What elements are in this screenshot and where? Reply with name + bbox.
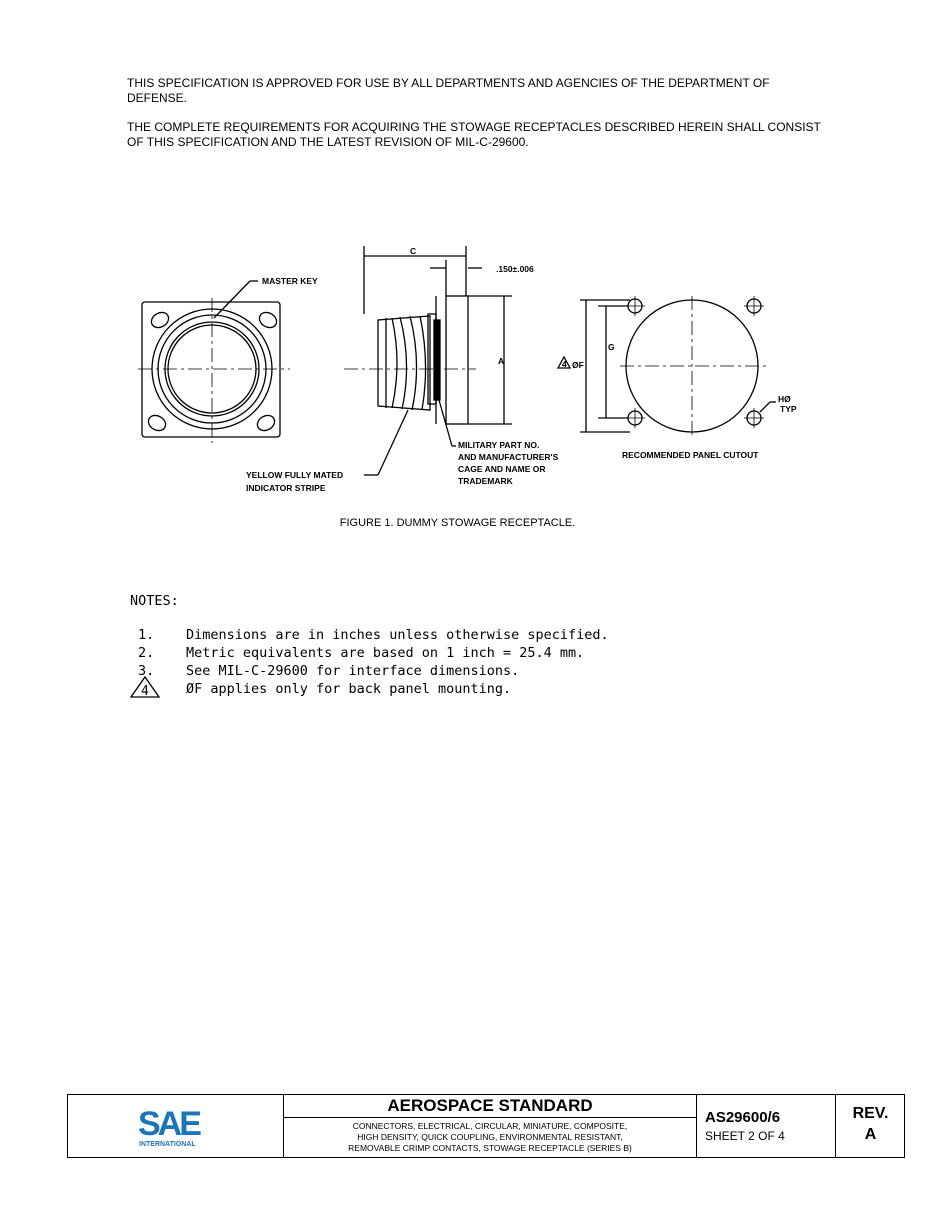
- note-number: 2.: [138, 645, 155, 661]
- note-triangle-number: 4: [141, 684, 149, 698]
- note-text: ØF applies only for back panel mounting.: [186, 681, 512, 697]
- revision-value: A: [864, 1126, 877, 1143]
- figure-drawing: [130, 238, 810, 500]
- logo-text: SAE: [138, 1105, 199, 1143]
- note-item: [130, 644, 730, 662]
- label-dim-g: G: [608, 342, 615, 352]
- label-hole: HØ: [778, 394, 791, 404]
- label-yellow-stripe-2: INDICATOR STRIPE: [246, 483, 326, 493]
- sae-logo: [138, 1105, 208, 1149]
- label-thickness: .150±.006: [496, 264, 534, 274]
- note-number: 1.: [138, 627, 155, 643]
- sheet-number: SHEET 2 OF 4: [705, 1129, 785, 1143]
- note-text: See MIL-C-29600 for interface dimensions.: [186, 663, 520, 679]
- description-line: REMOVABLE CRIMP CONTACTS, STOWAGE RECEPTACLE (SERIES B): [348, 1143, 632, 1153]
- notes-section: [130, 592, 730, 698]
- standard-description: [284, 1121, 696, 1154]
- label-yellow-stripe-1: YELLOW FULLY MATED: [246, 470, 344, 480]
- title-block: [67, 1094, 905, 1158]
- note-text: Metric equivalents are based on 1 inch = 25.4 mm.: [186, 645, 585, 661]
- label-master-key: MASTER KEY: [262, 276, 318, 286]
- figure-caption: FIGURE 1. DUMMY STOWAGE RECEPTACLE.: [339, 517, 576, 529]
- logo-subtext: INTERNATIONAL: [139, 1141, 196, 1148]
- document-number: AS29600/6: [705, 1109, 781, 1126]
- description-line: HIGH DENSITY, QUICK COUPLING, ENVIRONMENTAL RESISTANT,: [357, 1132, 623, 1142]
- label-note-ref: 4: [562, 359, 567, 369]
- label-part-no-4: TRADEMARK: [458, 476, 513, 486]
- note-item: [130, 626, 730, 644]
- revision-label: REV.: [852, 1105, 889, 1122]
- label-part-no-2: AND MANUFACTURER'S: [458, 452, 559, 462]
- logo-cell: [68, 1095, 284, 1157]
- notes-title: NOTES:: [130, 593, 179, 609]
- note-item: [130, 680, 730, 698]
- description-line: CONNECTORS, ELECTRICAL, CIRCULAR, MINIATURE, COMPOSITE,: [352, 1121, 628, 1131]
- approval-statement: THIS SPECIFICATION IS APPROVED FOR USE BY ALL DEPARTMENTS AND AGENCIES OF THE DEPARTMENT OF DEFENSE.: [127, 76, 770, 105]
- document-number-cell: [697, 1095, 836, 1157]
- label-dim-f: ØF: [572, 360, 584, 370]
- label-hole-typ: TYP: [780, 404, 797, 414]
- label-panel-cutout: RECOMMENDED PANEL CUTOUT: [622, 450, 759, 460]
- standard-title: AEROSPACE STANDARD: [284, 1095, 696, 1118]
- label-part-no-3: CAGE AND NAME OR: [458, 464, 546, 474]
- note-number: 3.: [138, 663, 155, 679]
- triangle-note-icon: [130, 676, 160, 698]
- label-dim-a: A: [498, 356, 505, 366]
- note-text: Dimensions are in inches unless otherwise specified.: [186, 627, 609, 643]
- requirements-statement: THE COMPLETE REQUIREMENTS FOR ACQUIRING THE STOWAGE RECEPTACLES DESCRIBED HEREIN SHALL CONSIST OF THIS SPECIFICATION AND THE LATEST REVISION OF MIL-C-29600.: [127, 120, 821, 149]
- revision-cell: [836, 1095, 905, 1157]
- label-dim-c: C: [410, 246, 417, 256]
- label-part-no-1: MILITARY PART NO.: [458, 440, 540, 450]
- title-cell: [284, 1095, 697, 1157]
- note-item: [130, 662, 730, 680]
